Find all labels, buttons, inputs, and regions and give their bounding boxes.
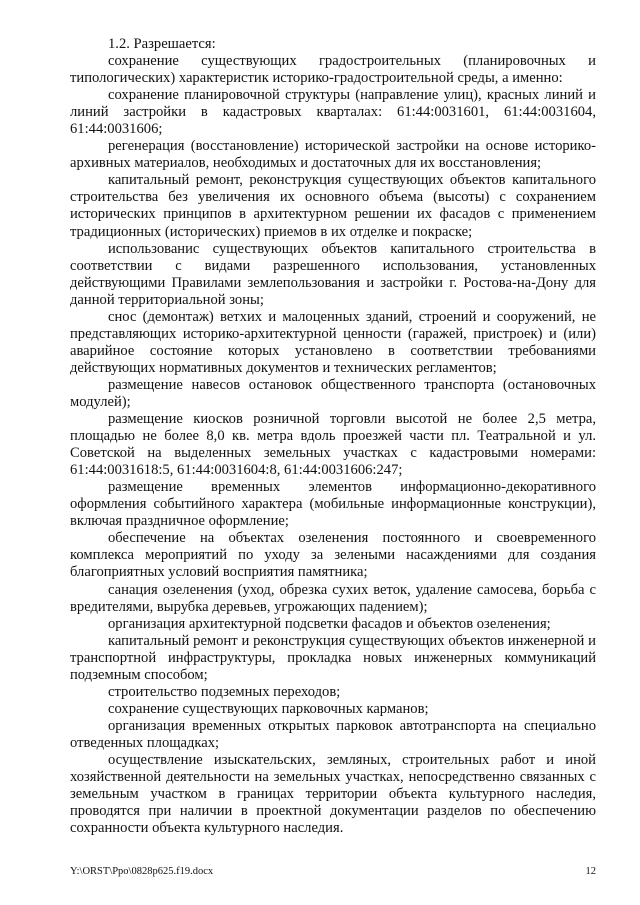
- paragraph: санация озеленения (уход, обрезка сухих веток, удаление самосева, борьба с вредителями, вырубка деревьев, угрожающих падением);: [70, 581, 596, 615]
- paragraph: капитальный ремонт, реконструкция существующих объектов капитального строительства без увеличения их основного объема (высоты) с сохранением исторических принципов в архитектурном решении их фасадов с применением традиционных (исторических) приемов в их отделке и покраске;: [70, 172, 596, 240]
- paragraph: капитальный ремонт и реконструкция существующих объектов инженерной и транспортной инфраструктуры, прокладка новых инженерных коммуникаций подземным способом;: [70, 632, 596, 683]
- paragraph: использованиc существующих объектов капитального строительства в соответствии с видами разрешенного использования, установленных действующими Правилами землепользования и застройки г. Ростова-на-Дону для данной территориальной зоны;: [70, 240, 596, 308]
- paragraph: размещение навесов остановок общественного транспорта (остановочных модулей);: [70, 376, 596, 410]
- footer-file-path: Y:\ORST\Ppo\0828p625.f19.docx: [70, 866, 214, 877]
- paragraph: обеспечение на объектах озеленения постоянного и своевременного комплекса мероприятий по уходу за зелеными насаждениями для создания благоприятных условий восприятия памятника;: [70, 530, 596, 581]
- paragraph: организация временных открытых парковок автотранспорта на специально отведенных площадках;: [70, 717, 596, 751]
- document-body: [70, 36, 596, 837]
- paragraph: размещение киосков розничной торговли высотой не более 2,5 метра, площадью не более 8,0 кв. метра вдоль проезжей части пл. Театральной и ул. Советской на выделенных земельных участках с кадастровыми номерами: 61:44:0031618:5, 61:44:0031604:8, 61:44:0031606:247;: [70, 411, 596, 479]
- paragraph: размещение временных элементов информационно-декоративного оформления событийного характера (мобильные информационные конструкции), включая праздничное оформление;: [70, 479, 596, 530]
- paragraph: снос (демонтаж) ветхих и малоценных зданий, строений и сооружений, не представляющих историко-архитектурной ценности (гаражей, пристроек) и (или) аварийное состояние которых установлено в соответствии требованиями действующих нормативных документов и технических регламентов;: [70, 308, 596, 376]
- paragraph: сохранение планировочной структуры (направление улиц), красных линий и линий застройки в кадастровых кварталах: 61:44:0031601, 61:44:0031604, 61:44:0031606;: [70, 87, 596, 138]
- paragraph: сохранение существующих градостроительных (планировочных и типологических) характеристик историко-градостроительной среды, а именно:: [70, 53, 596, 87]
- paragraph: строительство подземных переходов;: [108, 683, 341, 700]
- paragraph: регенерация (восстановление) исторической застройки на основе историко-архивных материалов, необходимых и достаточных для их восстановления;: [70, 138, 596, 172]
- section-heading: 1.2. Разрешается:: [108, 36, 216, 52]
- footer-page-number: 12: [585, 866, 596, 877]
- paragraph: осуществление изыскательских, земляных, строительных работ и иной хозяйственной деятельности на земельных участках, непосредственно связанных с земельным участком в границах территории объекта культурного наследия, проводятся при наличии в проектной документации разделов по обеспечению сохранности объекта культурного наследия.: [70, 751, 596, 837]
- paragraph: сохранение существующих парковочных карманов;: [108, 700, 429, 717]
- paragraph: организация архитектурной подсветки фасадов и объектов озеленения;: [108, 615, 551, 632]
